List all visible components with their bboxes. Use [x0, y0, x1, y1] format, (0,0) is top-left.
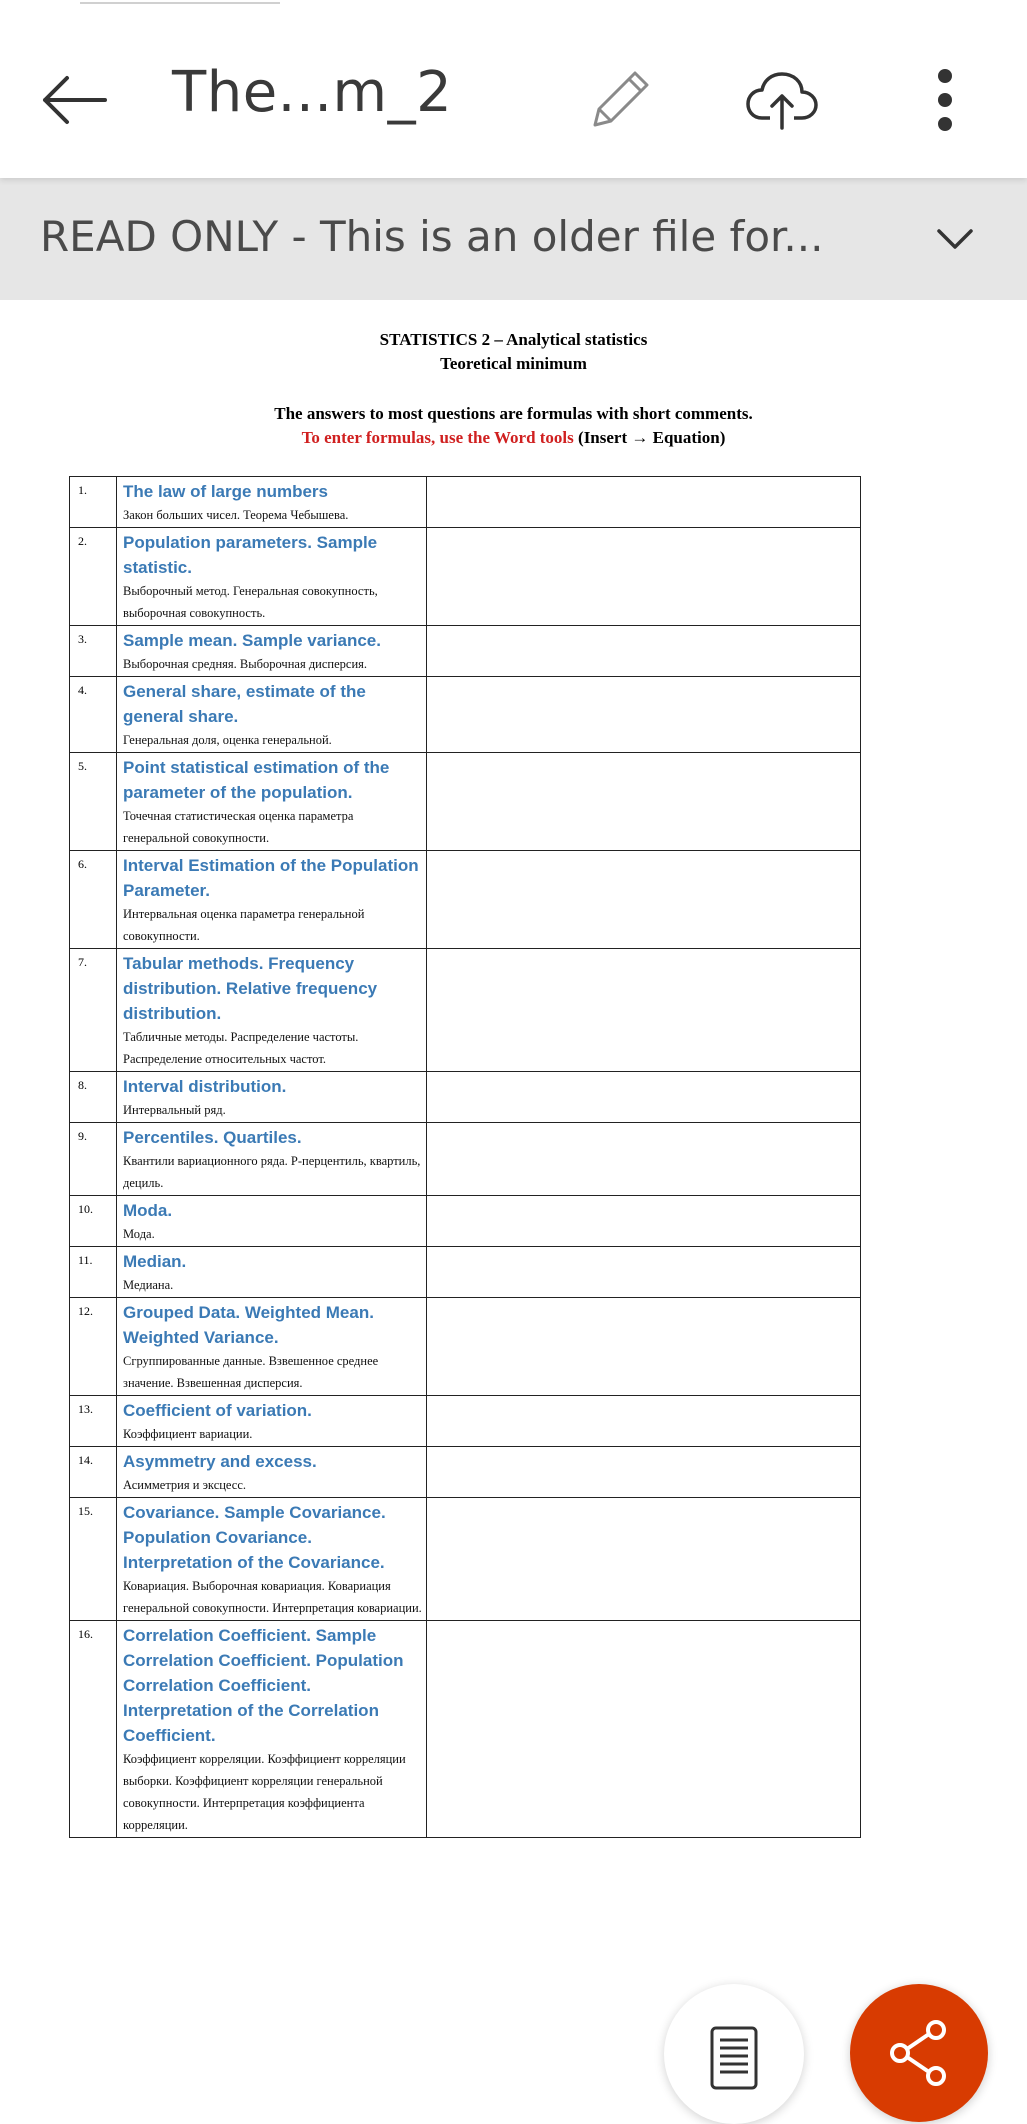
row-number: 12. [70, 1298, 117, 1396]
answer-cell[interactable] [427, 626, 861, 677]
question-english: Point statistical estimation of the parameter of the population. [123, 758, 390, 802]
answer-cell[interactable] [427, 477, 861, 528]
answer-cell[interactable] [427, 1447, 861, 1498]
question-cell [117, 1298, 427, 1396]
chevron-down-icon[interactable] [930, 208, 980, 268]
question-english: Correlation Coefficient. Sample Correlation Coefficient. Population Correlation Coefficient. Interpretation of the Correlation Coefficient. [123, 1626, 404, 1745]
question-cell [117, 1396, 427, 1447]
table-row [70, 1447, 861, 1498]
question-cell [117, 677, 427, 753]
row-number: 8. [70, 1072, 117, 1123]
table-row [70, 626, 861, 677]
question-cell [117, 477, 427, 528]
read-only-banner[interactable] [0, 178, 1027, 300]
question-english: Grouped Data. Weighted Mean. Weighted Variance. [123, 1303, 374, 1347]
question-russian: Коэффициент вариации. [123, 1427, 253, 1441]
question-english: Coefficient of variation. [123, 1401, 312, 1420]
row-number: 9. [70, 1123, 117, 1196]
question-english: Median. [123, 1252, 187, 1271]
row-number: 3. [70, 626, 117, 677]
answer-cell[interactable] [427, 1298, 861, 1396]
question-russian: Ковариация. Выборочная ковариация. Ковариация генеральной совокупности. Интерпретация ковариации. [123, 1579, 422, 1615]
questions-table [69, 476, 861, 1838]
more-vert-icon[interactable] [920, 62, 970, 138]
table-row [70, 1196, 861, 1247]
question-russian: Сгруппированные данные. Взвешенное среднее значение. Взвешенная дисперсия. [123, 1354, 379, 1390]
question-russian: Медиана. [123, 1278, 174, 1292]
question-english: Interval Estimation of the Population Parameter. [123, 856, 419, 900]
row-number: 6. [70, 851, 117, 949]
row-number: 11. [70, 1247, 117, 1298]
question-russian: Закон больших чисел. Теорема Чебышева. [123, 508, 349, 522]
row-number: 4. [70, 677, 117, 753]
question-english: Interval distribution. [123, 1077, 287, 1096]
question-english: Covariance. Sample Covariance. Population Covariance. Interpretation of the Covariance. [123, 1503, 386, 1572]
row-number: 13. [70, 1396, 117, 1447]
question-cell [117, 1123, 427, 1196]
answer-cell[interactable] [427, 1123, 861, 1196]
back-arrow-icon[interactable] [36, 62, 112, 138]
cloud-upload-icon[interactable] [742, 62, 822, 138]
row-number: 7. [70, 949, 117, 1072]
table-row [70, 1247, 861, 1298]
question-russian: Табличные методы. Распределение частоты. Распределение относительных частот. [123, 1030, 359, 1066]
table-row [70, 851, 861, 949]
answer-cell[interactable] [427, 949, 861, 1072]
reading-view-icon [704, 2024, 764, 2100]
question-russian: Коэффициент корреляции. Коэффициент корреляции выборки. Коэффициент корреляции генеральной совокупности. Интерпретация коэффициента корреляции. [123, 1752, 406, 1832]
row-number: 1. [70, 477, 117, 528]
question-cell [117, 1447, 427, 1498]
question-russian: Интервальная оценка параметра генеральной совокупности. [123, 907, 365, 943]
question-russian: Асимметрия и эксцесс. [123, 1478, 247, 1492]
reading-view-button[interactable] [664, 1984, 804, 2124]
answer-cell[interactable] [427, 1498, 861, 1621]
row-number: 2. [70, 528, 117, 626]
doc-note: The answers to most questions are formulas with short comments. [274, 404, 753, 423]
document-title[interactable]: The...m_2 [172, 60, 453, 125]
table-row [70, 1498, 861, 1621]
answer-cell[interactable] [427, 677, 861, 753]
question-cell [117, 1498, 427, 1621]
answer-cell[interactable] [427, 1072, 861, 1123]
question-russian: Квантили вариационного ряда. P-перцентиль, квартиль, дециль. [123, 1154, 421, 1190]
question-russian: Мода. [123, 1227, 155, 1241]
question-english: Tabular methods. Frequency distribution. Relative frequency distribution. [123, 954, 378, 1023]
share-icon [884, 2018, 954, 2088]
question-english: Sample mean. Sample variance. [123, 631, 381, 650]
question-english: The law of large numbers [123, 482, 328, 501]
question-russian: Интервальный ряд. [123, 1103, 226, 1117]
question-russian: Генеральная доля, оценка генеральной. [123, 733, 332, 747]
question-cell [117, 1621, 427, 1838]
question-english: Population parameters. Sample statistic. [123, 533, 378, 577]
answer-cell[interactable] [427, 753, 861, 851]
doc-note-red: To enter formulas, use the Word tools [301, 428, 574, 447]
answer-cell[interactable] [427, 1396, 861, 1447]
question-cell [117, 851, 427, 949]
answer-cell[interactable] [427, 528, 861, 626]
read-only-message: READ ONLY - This is an older file for... [40, 212, 824, 261]
doc-title: STATISTICS 2 – Analytical statistics [379, 330, 648, 349]
table-row [70, 1072, 861, 1123]
question-english: Asymmetry and excess. [123, 1452, 317, 1471]
row-number: 14. [70, 1447, 117, 1498]
question-cell [117, 753, 427, 851]
question-russian: Выборочный метод. Генеральная совокупность, выборочная совокупность. [123, 584, 378, 620]
question-english: Moda. [123, 1201, 173, 1220]
question-cell [117, 1247, 427, 1298]
doc-note-rest: (Insert → Equation) [573, 428, 726, 447]
table-row [70, 1621, 861, 1838]
row-number: 15. [70, 1498, 117, 1621]
question-russian: Точечная статистическая оценка параметра генеральной совокупности. [123, 809, 354, 845]
share-button[interactable] [850, 1984, 988, 2122]
row-number: 5. [70, 753, 117, 851]
question-cell [117, 1072, 427, 1123]
status-bar-remnant [80, 0, 280, 4]
question-english: General share, estimate of the general share. [123, 682, 366, 726]
question-english: Percentiles. Quartiles. [123, 1128, 302, 1147]
doc-subtitle: Teoretical minimum [440, 354, 587, 373]
table-row [70, 1123, 861, 1196]
table-row [70, 677, 861, 753]
table-row [70, 528, 861, 626]
table-row [70, 477, 861, 528]
question-cell [117, 1196, 427, 1247]
answer-cell[interactable] [427, 1196, 861, 1247]
pencil-icon[interactable] [582, 60, 658, 136]
question-cell [117, 626, 427, 677]
app-toolbar [0, 0, 1027, 178]
table-row [70, 753, 861, 851]
answer-cell[interactable] [427, 1621, 861, 1838]
question-cell [117, 949, 427, 1072]
table-row [70, 1396, 861, 1447]
question-russian: Выборочная средняя. Выборочная дисперсия. [123, 657, 368, 671]
answer-cell[interactable] [427, 851, 861, 949]
doc-note-formula [0, 428, 1027, 448]
table-row [70, 949, 861, 1072]
row-number: 16. [70, 1621, 117, 1838]
answer-cell[interactable] [427, 1247, 861, 1298]
table-row [70, 1298, 861, 1396]
row-number: 10. [70, 1196, 117, 1247]
question-cell [117, 528, 427, 626]
